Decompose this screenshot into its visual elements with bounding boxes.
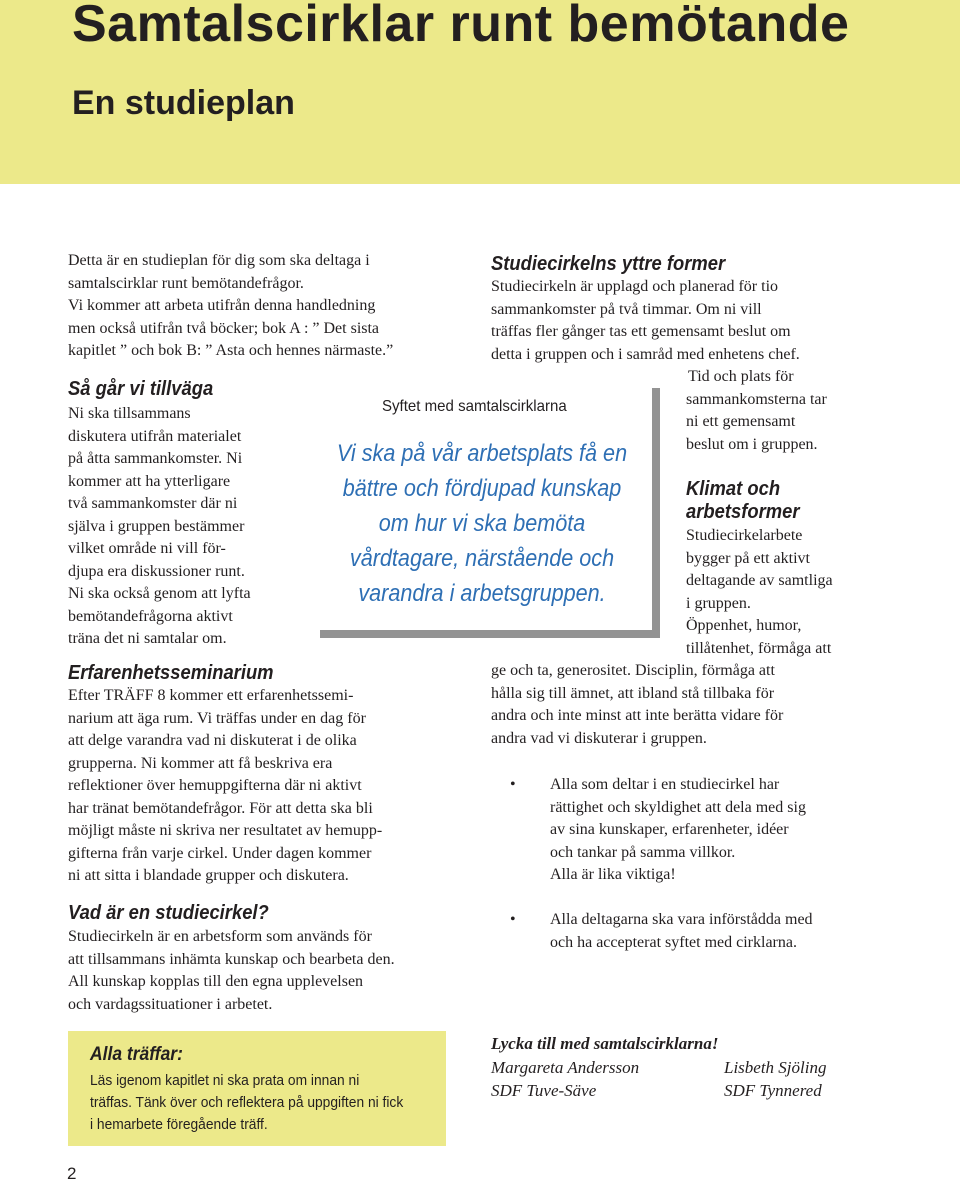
intro-line: kapitlet ” och bok B: ” Asta och hennes närmaste.” — [68, 342, 394, 359]
callout-quote — [312, 436, 652, 611]
former-line: detta i gruppen och i samråd med enhetens chef. — [491, 345, 800, 363]
heading-erfarenhetsseminarium: Erfarenhetsseminarium — [68, 662, 274, 684]
sa-gar-line: vilket område ni vill för- — [68, 540, 226, 557]
former-side-paragraph — [686, 366, 827, 456]
heading-studiecirkelns-yttre-former: Studiecirkelns yttre former — [491, 253, 726, 275]
klimat-full-line: andra och inte minst att inte berätta vidare för — [491, 707, 784, 724]
author-org: SDF Tuve-Säve — [491, 1081, 597, 1100]
vad-ar-paragraph — [68, 926, 395, 1016]
klimat-side-line: deltagande av samtliga — [686, 572, 833, 589]
bullet-item — [550, 909, 813, 954]
vad-ar-line: All kunskap kopplas till den egna upplevelsen — [68, 973, 364, 990]
sa-gar-paragraph — [68, 403, 251, 651]
klimat-side-line: tillåtenhet, förmåga att — [686, 639, 832, 657]
sa-gar-line: två sammankomster där ni — [68, 495, 238, 512]
sa-gar-line: Ni ska tillsammans — [68, 405, 191, 422]
erfarenhet-line: möjligt måste ni skriva ner resultatet av hemupp- — [68, 822, 383, 839]
author-name: Lisbeth Sjöling — [724, 1058, 827, 1077]
page-number: 2 — [67, 1164, 77, 1183]
erfarenhet-line: att delge varandra vad ni diskuterat i de olika — [68, 732, 357, 749]
klimat-side-line: Öppenhet, humor, — [686, 617, 802, 634]
erfarenhet-line: reflektioner över hemuppgifterna där ni aktivt — [68, 777, 362, 794]
sa-gar-line: Ni ska också genom att lyfta — [68, 585, 251, 602]
page-title: Samtalscirklar runt bemötande — [72, 0, 850, 53]
klimat-side-line: bygger på ett aktivt — [686, 549, 810, 567]
sa-gar-line: själva i gruppen bestämmer — [68, 517, 245, 535]
intro-line: Vi kommer att arbeta utifrån denna handledning — [68, 297, 376, 314]
erfarenhet-line: har tränat bemötandefrågor. För att detta ska bli — [68, 799, 373, 817]
erfarenhet-line: narium att äga rum. Vi träffas under en dag för — [68, 709, 366, 727]
heading-klimat-och-arbetsformer — [686, 478, 800, 524]
intro-line: Detta är en studieplan för dig som ska deltaga i — [68, 252, 370, 269]
quote-line: bättre och fördjupad kunskap — [342, 475, 622, 502]
vad-ar-line: Studiecirkeln är en arbetsform som används för — [68, 928, 372, 945]
bullet-line: Alla som deltar i en studiecirkel har — [550, 776, 780, 793]
former-side-line: Tid och plats för — [688, 368, 794, 385]
bullet-marker: • — [510, 911, 516, 928]
alla-traffar-heading: Alla träffar: — [90, 1044, 183, 1065]
sa-gar-line: på åtta sammankomster. Ni — [68, 450, 243, 467]
former-side-line: ni ett gemensamt — [686, 413, 796, 430]
page-subtitle: En studieplan — [72, 84, 295, 122]
erfarenhet-line: grupperna. Ni kommer att få beskriva era — [68, 754, 333, 772]
former-line: Studiecirkeln är upplagd och planerad för tio — [491, 278, 779, 295]
bullet-line: och ha accepterat syftet med cirklarna. — [550, 933, 797, 951]
erfarenhet-line: ni att sitta i blandade grupper och diskutera. — [68, 867, 349, 884]
heading-vad-ar-en-studiecirkel: Vad är en studiecirkel? — [68, 902, 269, 924]
bullet-line: Alla deltagarna ska vara införstådda med — [550, 911, 813, 928]
erfarenhet-line: gifterna från varje cirkel. Under dagen kommer — [68, 844, 372, 862]
klimat-heading-line: Klimat och — [686, 478, 781, 500]
heading-sa-gar-vi-tillvaga: Så går vi tillväga — [68, 378, 214, 400]
klimat-side-paragraph — [686, 525, 833, 660]
author-org: SDF Tynnered — [724, 1081, 822, 1100]
klimat-full-line: andra vad vi diskuterar i gruppen. — [491, 729, 707, 747]
callout-caption: Syftet med samtalscirklarna — [382, 398, 567, 415]
erfarenhet-line: Efter TRÄFF 8 kommer ett erfarenhetssemi- — [68, 687, 354, 704]
former-side-line: beslut om i gruppen. — [686, 435, 818, 453]
signoff-greeting: Lycka till med samtalscirklarna! — [491, 1034, 719, 1053]
sa-gar-line: träna det ni samtalar om. — [68, 630, 227, 647]
bullet-line: och tankar på samma villkor. — [550, 843, 736, 861]
klimat-full-line: ge och ta, generositet. Disciplin, förmåga att — [491, 662, 775, 679]
intro-line: men också utifrån två böcker; bok A : ” Det sista — [68, 319, 380, 337]
erfarenhet-paragraph — [68, 685, 382, 888]
former-paragraph — [491, 276, 800, 366]
former-side-line: sammankomsterna tar — [686, 390, 827, 408]
bullet-line: av sina kunskaper, erfarenheter, idéer — [550, 821, 789, 838]
vad-ar-line: och vardagssituationer i arbetet. — [68, 995, 273, 1013]
quote-line: vårdtagare, närstående och — [349, 545, 615, 572]
klimat-side-line: Studiecirkelarbete — [686, 527, 803, 544]
quote-line: varandra i arbetsgruppen. — [358, 580, 606, 607]
former-line: sammankomster på två timmar. Om ni vill — [491, 300, 762, 318]
sa-gar-line: bemötandefrågorna aktivt — [68, 607, 233, 625]
bullet-item — [550, 774, 806, 887]
klimat-side-line: i gruppen. — [686, 594, 751, 612]
quote-line: om hur vi ska bemöta — [378, 510, 586, 537]
bullet-marker: • — [510, 776, 516, 793]
alla-traffar-line: Läs igenom kapitlet ni ska prata om innan ni — [90, 1072, 360, 1089]
klimat-heading-line: arbetsformer — [686, 501, 800, 523]
intro-paragraph — [68, 250, 393, 363]
author-name: Margareta Andersson — [491, 1058, 640, 1077]
alla-traffar-body — [90, 1070, 403, 1136]
klimat-full-paragraph — [491, 660, 783, 750]
sa-gar-line: kommer att ha ytterligare — [68, 472, 231, 490]
klimat-full-line: hålla sig till ämnet, att ibland stå tillbaka för — [491, 684, 775, 702]
alla-traffar-line: i hemarbete föregående träff. — [90, 1116, 268, 1133]
alla-traffar-line: träffas. Tänk över och reflektera på uppgiften ni fick — [90, 1094, 404, 1111]
sa-gar-line: djupa era diskussioner runt. — [68, 562, 245, 580]
intro-line: samtalscirklar runt bemötandefrågor. — [68, 274, 304, 292]
bullet-line: rättighet och skyldighet att dela med sig — [550, 798, 806, 816]
sa-gar-line: diskutera utifrån materialet — [68, 427, 242, 445]
quote-line: Vi ska på vår arbetsplats få en — [336, 440, 628, 467]
former-line: träffas fler gånger tas ett gemensamt beslut om — [491, 323, 791, 340]
vad-ar-line: att tillsammans inhämta kunskap och bearbeta den. — [68, 950, 395, 968]
bullet-line: Alla är lika viktiga! — [550, 866, 676, 883]
